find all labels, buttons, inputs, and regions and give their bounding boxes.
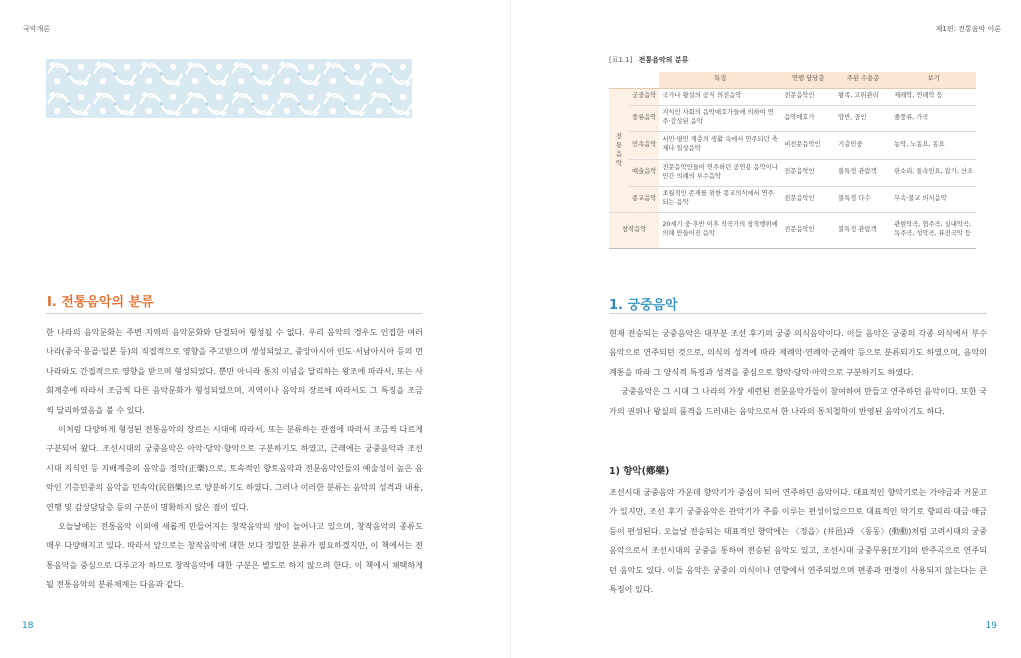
page-number-left: 18 — [22, 621, 34, 631]
table-header-row — [609, 72, 976, 88]
decorative-floral-pattern — [46, 59, 412, 118]
row-performer: 전문음악인 — [781, 88, 835, 105]
row-performer: 음악애호가 — [781, 105, 835, 131]
table-row — [609, 105, 976, 131]
row-performer: 전문음악인 — [781, 186, 835, 212]
row-name: 종교음악 — [629, 186, 659, 212]
row-audience: 기층민중 — [835, 131, 891, 159]
paragraph: 오늘날에는 전통음악 이외에 새롭게 만들어지는 창작음악의 양이 늘어나고 있으며, 창작음악의 종류도 매우 다양해지고 있다. 따라서 앞으로는 창작음악에 대한 보다 정밀한 분류가 필요하겠지만, 이 책에서는 전통음악을 중심으로 다루고자 하므로 창작음악에 대한 구분은 별도로 하지 않으려 한다. 이 책에서 채택하게 될 전통음악의 분류체계는 다음과 같다. — [46, 521, 423, 590]
right-body-text-2 — [609, 483, 987, 599]
row-feature: 국가나 왕실의 공식 의전음악 — [659, 88, 781, 105]
table-row — [609, 88, 976, 105]
row-audience: 양반, 중인 — [835, 105, 891, 131]
row-example: 관현악곡, 협주곡, 실내악곡, 독주곡, 성악곡, 퓨전국악 등 — [891, 212, 976, 248]
paragraph: 조선시대 궁중음악 가운데 향악기가 중심이 되어 연주하던 음악이다. 대표적인 향악기로는 가야금과 거문고가 있지만, 조선 후기 궁중음악은 관악기가 주를 이루는 편성이었으므로 대표적인 악기로 향피리·대금·해금 등이 편성된다. 오늘날 전승되는 대표적인 향악에는 〈정읍〉(井邑)과 〈동동〉(動動)처럼 고려시대의 궁중음악으로서 조선시대의 궁중을 통하여 전승된 음악도 있고, 조선시대 궁중무용[모기]의 반주곡으로 연주되던 음악도 있다. 이들 음악은 궁중의 의식이나 연향에서 연주되었으며 편종과 편경이 사용되지 않는다는 큰 특징이 있다. — [609, 487, 987, 595]
row-example: 농악, 노동요, 동요 — [891, 131, 976, 159]
running-head-left: 국악개론 — [23, 25, 51, 33]
row-example: 줄풍류, 가곡 — [891, 105, 976, 131]
row-name: 창작음악 — [609, 212, 659, 248]
row-audience: 왕족, 고위관리 — [835, 88, 891, 105]
right-body-text-1 — [609, 324, 987, 421]
row-name: 궁중음악 — [629, 88, 659, 105]
row-example: 무속·불교 의식음악 — [891, 186, 976, 212]
table-row — [609, 212, 976, 248]
running-head-right: 제1편: 전통음악 이론 — [935, 25, 1001, 33]
row-feature: 지식인 사회의 음악애호가들에 의하여 연주·감상된 음악 — [659, 105, 781, 131]
table-caption — [609, 55, 688, 65]
row-performer: 비전문음악인 — [781, 131, 835, 159]
section-heading-court-music: 1. 궁중음악 — [609, 298, 678, 313]
left-body-text — [46, 323, 423, 595]
paragraph: 현재 전승되는 궁중음악은 대부분 조선 후기의 궁중 의식음악이다. 이들 음악은 궁중의 각종 의식에서 부수음악으로 연주되던 것으로, 의식의 성격에 따라 제례악·연례악·군례악 등으로 분류되기도 하였으며, 음악의 계통을 따라 그 양식적 특징과 성격을 중심으로 향악·당악·아악으로 구분하기도 하였다. — [609, 328, 987, 377]
music-classification-table — [609, 72, 976, 249]
table-header-cell: 연행 담당층 — [781, 72, 835, 88]
right-page — [511, 0, 1021, 658]
paragraph: 이처럼 다양하게 형성된 전통음악의 장르는 시대에 따라서, 또는 분류하는 관점에 따라서 조금씩 다르게 구분되어 왔다. 조선시대의 궁중음악은 아악·당악·향악으로 구분하기도 하였고, 근래에는 궁중음악과 조선시대 지식인 등 지배계층의 음악을 정악(正樂)으로, 토속적인 향토음악과 전문음악인들의 예술성이 높은 음악인 기층민중의 음악을 민속악(民俗樂)으로 양분하기도 하였다. 그러나 이러한 분류는 음악의 성격과 내용, 연행 및 감상담당층 등의 구분이 명확하지 않은 점이 있다. — [46, 424, 423, 512]
row-performer: 전문음악인 — [781, 212, 835, 248]
row-audience: 불특정 관람객 — [835, 212, 891, 248]
floral-pattern-graphic — [46, 59, 412, 118]
row-feature: 전문음악인들이 연주하던 공연용 음악이나 민간 의례의 부수음악 — [659, 159, 781, 186]
row-name: 예술음악 — [629, 159, 659, 186]
table-number: [표1.1] — [609, 56, 633, 64]
row-feature: 초월적인 존재를 위한 종교의식에서 연주되는 음악 — [659, 186, 781, 212]
table-header-cell: 특징 — [659, 72, 781, 88]
heading-divider-left — [46, 313, 422, 314]
table-header-blank — [609, 72, 659, 88]
group-label-cell — [609, 88, 629, 212]
table-title: 전통음악의 분류 — [638, 56, 689, 64]
row-feature: 서민·평민 계층의 생활 속에서 연주되던 축제나 일상음악 — [659, 131, 781, 159]
section-heading-classification: I. 전통음악의 분류 — [47, 295, 154, 310]
row-performer: 전문음악인 — [781, 159, 835, 186]
row-name: 풍류음악 — [629, 105, 659, 131]
table-row — [609, 186, 976, 212]
row-example: 판소리, 통속민요, 잡가, 산조 — [891, 159, 976, 186]
table-header-cell: 주된 수용층 — [835, 72, 891, 88]
heading-divider-right — [609, 313, 987, 314]
row-audience: 불특정 관람객 — [835, 159, 891, 186]
row-feature: 20세기 중·후반 이후 작곡가의 창작행위에 의해 만들어진 음악 — [659, 212, 781, 248]
page-number-right: 19 — [985, 621, 997, 631]
left-page — [0, 0, 510, 658]
paragraph: 한 나라의 음악문화는 주변 지역의 음악문화와 단절되어 형성될 수 없다. 우리 음악의 경우도 인접한 여러 나라(중국·몽골·일본 등)의 직접적으로 영향을 주고받으며 생성되었고, 중앙아시아 인도·서남아시아 등의 먼 나라와도 간접적으로 영향을 받으며 형성되었다. 뿐만 아니라 통치 이념을 달리하는 왕조에 따라서, 또는 사회계층에 따라서 조금씩 다른 음악문화가 형성되었으며, 지역이나 음악의 장르에 따라서도 그 특징을 조금씩 달리하였음을 볼 수 있다. — [46, 327, 423, 415]
row-example: 제례악, 연례악 등 — [891, 88, 976, 105]
table-row — [609, 159, 976, 186]
row-audience: 불특정 다수 — [835, 186, 891, 212]
paragraph: 궁중음악은 그 시대 그 나라의 가장 세련된 전문음악가들이 참여하여 만들고 연주하던 음악이다. 또한 국가의 권위나 왕실의 품격을 드러내는 음악으로서 한 나라의 통치철학이 반영된 음악이기도 하다. — [609, 386, 987, 416]
table-header-cell: 보기 — [891, 72, 976, 88]
row-name: 민속음악 — [629, 131, 659, 159]
table-row — [609, 131, 976, 159]
group-label: 전통음악 — [615, 133, 623, 167]
sub-heading-hyangak: 1) 향악(鄕樂) — [609, 466, 670, 477]
